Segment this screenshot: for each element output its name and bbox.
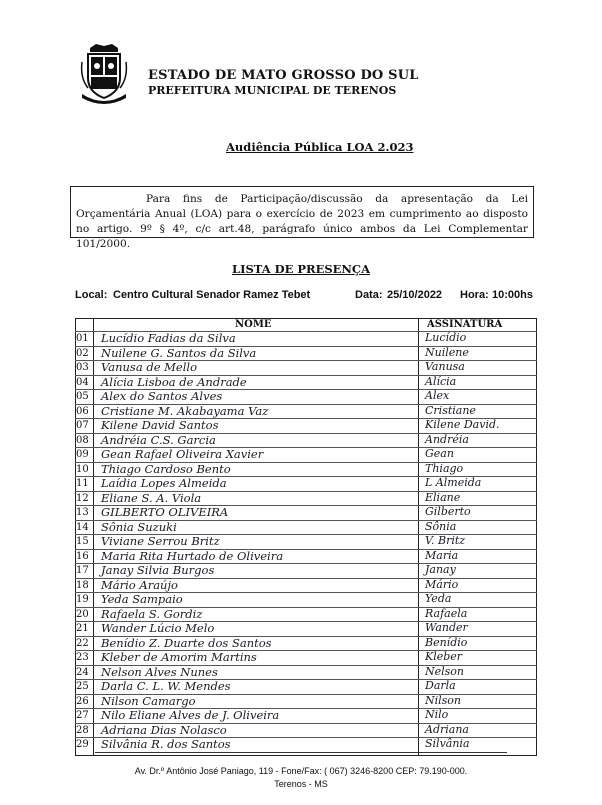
table-row xyxy=(75,592,537,607)
attendee-name: Kilene David Santos xyxy=(101,418,219,432)
attendee-name: Janay Silvia Burgos xyxy=(101,563,215,577)
table-row xyxy=(75,621,537,636)
table-row xyxy=(75,534,537,549)
attendee-signature: Vanusa xyxy=(425,360,465,373)
table-row xyxy=(75,679,537,694)
footer-divider xyxy=(95,752,507,753)
table-row xyxy=(75,737,537,752)
attendee-signature: Nilo xyxy=(425,708,449,721)
row-number: 08 xyxy=(76,434,89,446)
attendee-signature: Kilene David. xyxy=(425,418,500,431)
time-value: 10:00hs xyxy=(492,289,533,301)
attendee-name: Nuilene G. Santos da Silva xyxy=(101,345,257,360)
document-title: Audiência Pública LOA 2.023 xyxy=(226,140,414,154)
attendance-list-title: LISTA DE PRESENÇA xyxy=(232,262,370,276)
attendee-signature: Cristiane xyxy=(425,403,476,417)
time-label: Hora: xyxy=(460,289,489,301)
row-number: 17 xyxy=(76,565,89,576)
row-number: 10 xyxy=(76,463,89,475)
row-number: 20 xyxy=(76,608,89,620)
attendee-name: Eliane S. A. Viola xyxy=(101,490,202,505)
attendee-signature: Gilberto xyxy=(425,505,471,518)
attendee-name: Nelson Alves Nunes xyxy=(101,664,218,679)
attendee-signature: Eliane xyxy=(425,490,461,504)
attendee-name: Mário Araújo xyxy=(101,577,178,592)
footer-city: Terenos - MS xyxy=(274,779,328,789)
row-number: 14 xyxy=(76,521,89,533)
attendee-name: Darla C. L. W. Mendes xyxy=(101,679,231,693)
table-row xyxy=(75,418,537,433)
attendee-signature: V. Britz xyxy=(425,534,466,547)
row-number: 28 xyxy=(76,724,89,736)
table-row xyxy=(75,549,537,564)
attendee-signature: Janay xyxy=(425,563,456,576)
attendee-signature: Nuilene xyxy=(425,345,469,359)
local-label: Local: xyxy=(75,289,108,301)
attendee-name: Adriana Dias Nolasco xyxy=(101,722,227,737)
date-label: Data: xyxy=(355,289,383,301)
column-header-name: NOME xyxy=(235,319,272,330)
attendee-name: Cristiane M. Akabayama Vaz xyxy=(101,403,269,418)
attendee-name: Sônia Suzuki xyxy=(101,519,177,534)
row-number: 19 xyxy=(76,594,89,605)
table-row xyxy=(75,650,537,665)
attendee-name: Vanusa de Mello xyxy=(101,360,198,374)
table-row xyxy=(75,491,537,506)
attendee-name: Rafaela S. Gordiz xyxy=(101,606,203,621)
attendee-signature: Mário xyxy=(425,577,459,591)
attendee-signature: Kleber xyxy=(425,650,463,663)
municipal-crest-icon xyxy=(78,42,130,106)
attendee-name: Silvânia R. dos Santos xyxy=(101,737,231,751)
attendee-name: Kleber de Amorim Martins xyxy=(101,650,257,664)
column-header-signature: ASSINATURA xyxy=(427,319,503,330)
attendee-signature: Thiago xyxy=(425,461,464,475)
table-row xyxy=(75,360,537,375)
attendee-name: Andréia C.S. Garcia xyxy=(101,432,216,447)
attendee-name: Benídio Z. Duarte dos Santos xyxy=(101,635,272,650)
row-number: 22 xyxy=(76,637,89,649)
row-number: 03 xyxy=(76,362,89,373)
table-row xyxy=(75,636,537,651)
attendee-signature: Silvânia xyxy=(425,737,470,750)
attendee-name: Gean Rafael Oliveira Xavier xyxy=(101,447,264,461)
table-row xyxy=(75,476,537,491)
table-row xyxy=(75,723,537,738)
attendee-name: Maria Rita Hurtado de Oliveira xyxy=(101,548,284,563)
table-row xyxy=(75,389,537,404)
table-row xyxy=(75,578,537,593)
row-number: 02 xyxy=(76,347,89,359)
attendee-name: Viviane Serrou Britz xyxy=(101,534,220,548)
attendee-signature: Nilson xyxy=(425,693,462,707)
table-row xyxy=(75,665,537,680)
row-number: 23 xyxy=(76,652,89,663)
attendee-signature: Alex xyxy=(425,389,450,402)
row-number: 13 xyxy=(76,507,89,518)
table-row xyxy=(75,520,537,535)
row-number: 06 xyxy=(76,405,89,417)
attendee-signature: Sônia xyxy=(425,519,457,533)
footer-address: Av. Dr.º Antônio José Paniago, 119 - Fone/Fax: ( 067) 3246-8200 CEP: 79.190-000. xyxy=(134,766,468,776)
org-name-state: ESTADO DE MATO GROSSO DO SUL xyxy=(148,68,419,83)
attendee-signature: Benídio xyxy=(425,635,468,649)
attendee-signature: Yeda xyxy=(425,592,452,605)
attendee-signature: Wander xyxy=(425,621,468,634)
attendee-name: Nilson Camargo xyxy=(101,693,196,708)
table-row xyxy=(75,505,537,520)
purpose-statement: Para fins de Participação/discussão da apresentação da Lei Orçamentária Anual (LOA) para o exercício de 2023 em cumprimento ao disposto no artigo. 9º § 4º, c/c art.48, parágrafo único ambos da Lei Complementar 101/2000. xyxy=(70,186,534,238)
org-name-municipality: PREFEITURA MUNICIPAL DE TERENOS xyxy=(148,84,397,97)
attendee-signature: Gean xyxy=(425,447,454,460)
row-number: 09 xyxy=(76,449,89,460)
attendee-name: Laídia Lopes Almeida xyxy=(101,476,227,490)
row-number: 15 xyxy=(76,536,89,547)
row-number: 01 xyxy=(76,333,89,344)
attendance-table xyxy=(75,318,537,756)
local-value: Centro Cultural Senador Ramez Tebet xyxy=(113,289,311,301)
row-number: 05 xyxy=(76,391,89,402)
table-row xyxy=(75,694,537,709)
attendee-signature: Adriana xyxy=(425,722,469,736)
attendee-signature: Andréia xyxy=(425,432,469,446)
row-number: 12 xyxy=(76,492,89,504)
row-number: 21 xyxy=(76,623,89,634)
table-row xyxy=(75,331,537,346)
attendee-name: GILBERTO OLIVEIRA xyxy=(101,505,229,519)
table-row xyxy=(75,447,537,462)
row-number: 16 xyxy=(76,550,89,562)
row-number: 04 xyxy=(76,376,89,388)
table-row xyxy=(75,375,537,390)
row-number: 18 xyxy=(76,579,89,591)
table-row xyxy=(75,708,537,723)
attendee-signature: L Almeida xyxy=(425,476,482,489)
attendee-name: Yeda Sampaio xyxy=(101,592,183,606)
attendee-signature: Maria xyxy=(425,548,459,562)
attendee-name: Wander Lúcio Melo xyxy=(101,621,215,635)
attendee-signature: Lucídio xyxy=(425,331,467,344)
attendee-signature: Nelson xyxy=(425,664,465,678)
row-number: 07 xyxy=(76,420,89,431)
table-row xyxy=(75,607,537,622)
table-row xyxy=(75,462,537,477)
row-number: 26 xyxy=(76,695,89,707)
date-value: 25/10/2022 xyxy=(387,289,443,301)
attendee-name: Thiago Cardoso Bento xyxy=(101,461,231,476)
table-row xyxy=(75,433,537,448)
table-row xyxy=(75,404,537,419)
row-number: 25 xyxy=(76,681,89,692)
attendee-name: Alex do Santos Alves xyxy=(101,389,223,403)
attendee-name: Lucídio Fadias da Silva xyxy=(101,331,236,345)
table-row xyxy=(75,346,537,361)
row-number: 27 xyxy=(76,710,89,721)
row-number: 24 xyxy=(76,666,89,678)
attendee-name: Nilo Eliane Alves de J. Oliveira xyxy=(101,708,280,722)
row-number: 11 xyxy=(76,478,89,489)
attendee-name: Alícia Lisboa de Andrade xyxy=(101,374,247,389)
row-number: 29 xyxy=(76,739,89,750)
attendee-signature: Rafaela xyxy=(425,606,468,620)
attendee-signature: Alícia xyxy=(425,374,457,388)
attendee-signature: Darla xyxy=(425,679,456,692)
table-row xyxy=(75,563,537,578)
